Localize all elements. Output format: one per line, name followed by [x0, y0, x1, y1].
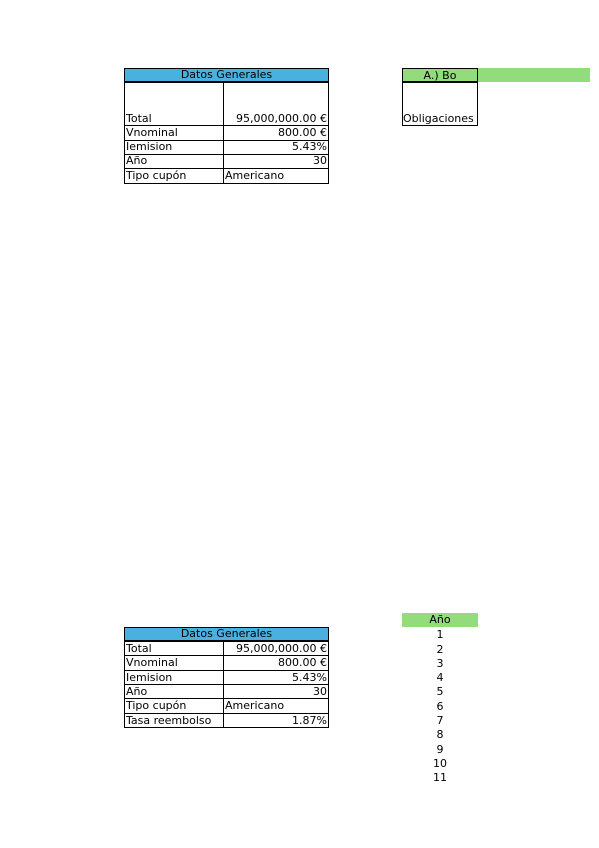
- datos-generales-header[interactable]: Datos Generales: [124, 68, 329, 82]
- year-cell[interactable]: 8: [436, 728, 444, 741]
- total-value[interactable]: 95,000,000.00 €: [236, 642, 327, 655]
- year-cell[interactable]: 11: [433, 771, 447, 784]
- year-cell[interactable]: 4: [436, 671, 444, 684]
- iemision-label[interactable]: Iemision: [126, 671, 173, 684]
- year-cell[interactable]: 5: [436, 685, 444, 698]
- year-cell[interactable]: 9: [436, 743, 444, 756]
- iemision-value[interactable]: 5.43%: [292, 671, 327, 684]
- vnominal-value[interactable]: 800.00 €: [278, 126, 327, 139]
- year-cell[interactable]: 6: [436, 700, 444, 713]
- vnominal-value[interactable]: 800.00 €: [278, 656, 327, 669]
- obligaciones-label[interactable]: Obligaciones: [403, 112, 474, 125]
- anio-label[interactable]: Año: [126, 685, 148, 698]
- datos-generales-header[interactable]: Datos Generales: [124, 627, 329, 641]
- total-label[interactable]: Total: [126, 642, 152, 655]
- tipo-cupon-label[interactable]: Tipo cupón: [126, 699, 187, 712]
- iemision-value[interactable]: 5.43%: [292, 140, 327, 153]
- year-cell[interactable]: 7: [436, 714, 444, 727]
- iemision-label[interactable]: Iemision: [126, 140, 173, 153]
- anio-value[interactable]: 30: [313, 685, 327, 698]
- anio-value[interactable]: 30: [313, 154, 327, 167]
- anio-label[interactable]: Año: [126, 154, 148, 167]
- vnominal-label[interactable]: Vnominal: [126, 126, 178, 139]
- tipo-cupon-value[interactable]: Americano: [225, 169, 285, 182]
- year-cell[interactable]: 10: [433, 757, 447, 770]
- tipo-cupon-value[interactable]: Americano: [225, 699, 285, 712]
- tipo-cupon-label[interactable]: Tipo cupón: [126, 169, 187, 182]
- year-cell[interactable]: 2: [436, 643, 444, 656]
- total-label[interactable]: Total: [126, 112, 152, 125]
- year-cell[interactable]: 3: [436, 657, 444, 670]
- total-value[interactable]: 95,000,000.00 €: [236, 112, 327, 125]
- year-header[interactable]: Año: [402, 613, 478, 627]
- vnominal-label[interactable]: Vnominal: [126, 656, 178, 669]
- year-cell[interactable]: 1: [436, 628, 444, 641]
- tasa-reembolso-value[interactable]: 1.87%: [292, 714, 327, 727]
- tasa-reembolso-label[interactable]: Tasa reembolso: [126, 714, 212, 727]
- bonos-header-label: A.) Bo: [402, 68, 478, 82]
